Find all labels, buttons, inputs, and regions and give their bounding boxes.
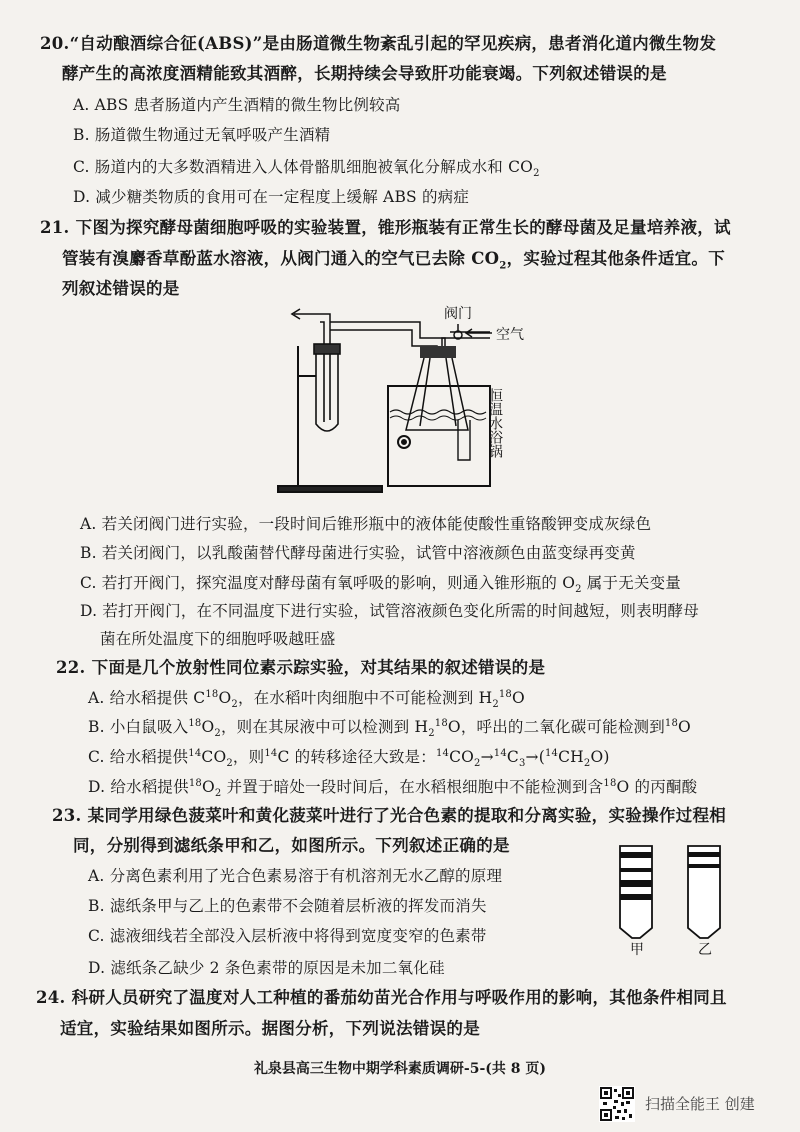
q22-option-d: D. 给水稻提供$^{18}O_2$ 并置于暗处一段时间后，在水稻根细胞中不能检测到含$^{18}$O 的丙酮酸 <box>88 777 698 800</box>
filter-paper-strips-figure <box>612 838 732 956</box>
q23-option-c: C. 滤液细线若全部没入层析液中将得到宽度变窄的色素带 <box>88 927 487 945</box>
q20-option-d: D. 减少糖类物质的食用可在一定程度上缓解 ABS 的病症 <box>73 188 470 206</box>
water-bath <box>388 386 490 486</box>
q21-stem-line3: 列叙述错误的是 <box>62 279 180 298</box>
valve-icon <box>442 324 490 348</box>
q20-stem-line2: 酵产生的高浓度酒精能致其酒醉，长期持续会导致肝功能衰竭。下列叙述错误的是 <box>62 64 667 83</box>
water-bath-label: 恒温水浴锅 <box>487 388 503 458</box>
qr-code-icon <box>599 1086 635 1122</box>
page-footer: 礼泉县高三生物中期学科素质调研-5-(共 8 页) <box>253 1061 547 1077</box>
strip-yi <box>688 846 720 938</box>
valve-label: 阀门 <box>444 306 472 322</box>
q23-option-b: B. 滤纸条甲与乙上的色素带不会随着层析液的挥发而消失 <box>88 897 487 915</box>
q21-option-c: C. 若打开阀门，探究温度对酵母菌有氧呼吸的影响，则通入锥形瓶的 $O_2$ 属于无关变量 <box>80 574 681 596</box>
q21-option-d-line2: 菌在所处温度下的细胞呼吸越旺盛 <box>100 630 336 648</box>
air-label: 空气 <box>496 327 524 343</box>
strip-yi-label: 乙 <box>698 942 712 956</box>
q23-option-d: D. 滤纸条乙缺少 2 条色素带的原因是未加二氧化硅 <box>88 959 445 977</box>
exhaust-arrow <box>292 309 320 319</box>
q20-option-a: A. ABS 患者肠道内产生酒精的微生物比例较高 <box>73 96 401 114</box>
q21-option-d-line1: D. 若打开阀门，在不同温度下进行实验，试管溶液颜色变化所需的时间越短，则表明酵母 <box>80 602 699 620</box>
q22-option-c: C. 给水稻提供$^{14}CO_2$，则$^{14}$C 的转移途径大致是：$^{14}CO_2\to^{14}C_3\to(^{14}CH_2O)$ <box>88 747 610 770</box>
q21-stem-line1: 21. 下图为探究酵母菌细胞呼吸的实验装置，锥形瓶装有正常生长的酵母菌及足量培养液，试 <box>40 218 731 237</box>
air-inlet-arrow <box>466 329 492 337</box>
q22-stem: 22. 下面是几个放射性同位素示踪实验，对其结果的叙述错误的是 <box>56 658 546 677</box>
q20-stem-line1: 20.“自动酿酒综合征(ABS)”是由肠道微生物紊乱引起的罕见疾病，患者消化道内微生物发 <box>40 34 717 53</box>
q24-stem-line1: 24. 科研人员研究了温度对人工种植的番茄幼苗光合作用与呼吸作用的影响，其他条件相同且 <box>36 988 727 1007</box>
q23-stem-line1: 23. 某同学用绿色菠菜叶和黄化菠菜叶进行了光合色素的提取和分离实验，实验操作过程相 <box>52 806 727 825</box>
q24-stem-line2: 适宜，实验结果如图所示。据图分析，下列说法错误的是 <box>60 1019 480 1038</box>
q23-stem-line2: 同，分别得到滤纸条甲和乙，如图所示。下列叙述正确的是 <box>73 836 510 855</box>
strip-jia <box>620 846 652 938</box>
strip-jia-label: 甲 <box>630 942 644 956</box>
q20-option-b: B. 肠道微生物通过无氧呼吸产生酒精 <box>73 126 331 144</box>
test-tube <box>314 344 340 431</box>
q21-option-b: B. 若关闭阀门，以乳酸菌替代酵母菌进行实验，试管中溶液颜色由蓝变绿再变黄 <box>80 544 636 562</box>
q23-option-a: A. 分离色素利用了光合色素易溶于有机溶剂无水乙醇的原理 <box>88 867 503 885</box>
q22-option-a: A. 给水稻提供 $C^{18}O_2$，在水稻叶肉细胞中不可能检测到 $H_2^{18}O$ <box>88 688 525 711</box>
q22-option-b: B. 小白鼠吸入$^{18}O_2$，则在其尿液中可以检测到 $H_2^{18}O$，呼出的二氧化碳可能检测到$^{18}$O <box>88 717 691 740</box>
q20-option-c: C. 肠道内的大多数酒精进入人体骨骼肌细胞被氧化分解成水和 $CO_2$ <box>73 158 540 180</box>
q21-option-a: A. 若关闭阀门进行实验，一段时间后锥形瓶中的液体能使酸性重铬酸钾变成灰绿色 <box>80 515 652 533</box>
scanner-watermark-text: 扫描全能王 创建 <box>645 1095 755 1113</box>
flask-stopper <box>420 346 456 358</box>
apparatus-figure <box>270 300 550 500</box>
q21-stem-line2: 管装有溴麝香草酚蓝水溶液，从阀门通入的空气已去除 $CO_2$，实验过程其他条件适宜。下 <box>62 249 726 272</box>
